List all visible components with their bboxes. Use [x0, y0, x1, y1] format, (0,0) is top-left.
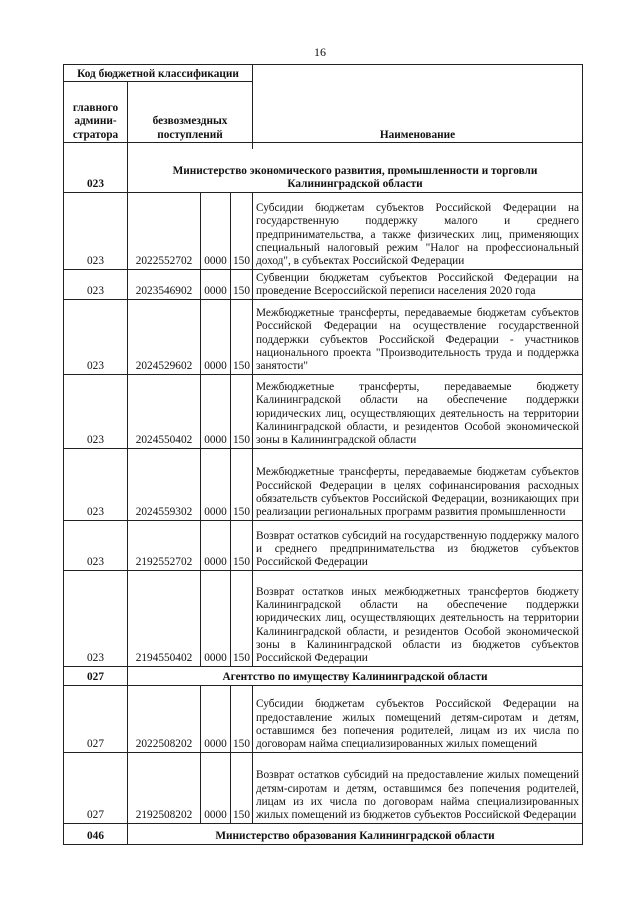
table-row [64, 192, 583, 269]
program-code: 0000 [201, 570, 231, 666]
program-code: 0000 [201, 685, 231, 752]
table-row [64, 269, 583, 299]
table-row [64, 520, 583, 570]
revenue-code: 2194550402 [128, 570, 201, 666]
header-group-label: Код бюджетной классификации [64, 65, 253, 82]
kosgu-code: 150 [231, 520, 253, 570]
item-name: Межбюджетные трансферты, передаваемые бюджетам субъектов Российской Федерации на осуществление государственной поддержки субъектов Российской Федерации - участников национального проекта "Производительность труда и поддержка занятости" [253, 299, 583, 374]
ministry-row [64, 149, 583, 192]
admin-code: 023 [64, 149, 128, 192]
admin-code: 023 [64, 374, 128, 448]
table-row [64, 299, 583, 374]
revenue-code: 2192508202 [128, 752, 201, 823]
budget-classification-table [63, 64, 583, 845]
revenue-code: 2024559302 [128, 448, 201, 520]
kosgu-code: 150 [231, 570, 253, 666]
table-row [64, 374, 583, 448]
page-number: 16 [314, 45, 326, 59]
item-name: Субсидии бюджетам субъектов Российской Федерации на предоставление жилых помещений детям-сиротам и детям, оставшимся без попечения родителей, лицам из их числа по договорам найма специализированных жилых помещений [253, 685, 583, 752]
admin-code: 023 [64, 269, 128, 299]
ministry-name: Агентство по имуществу Калининградской области [128, 666, 583, 685]
kosgu-code: 150 [231, 374, 253, 448]
header-row-top [64, 65, 583, 82]
program-code: 0000 [201, 520, 231, 570]
table-row [64, 570, 583, 666]
table-row [64, 685, 583, 752]
revenue-code: 2022508202 [128, 685, 201, 752]
program-code: 0000 [201, 374, 231, 448]
admin-code: 023 [64, 570, 128, 666]
admin-code: 023 [64, 448, 128, 520]
admin-code: 046 [64, 823, 128, 844]
program-code: 0000 [201, 192, 231, 269]
program-code: 0000 [201, 448, 231, 520]
ministry-row [64, 823, 583, 844]
kosgu-code: 150 [231, 752, 253, 823]
revenue-code: 2192552702 [128, 520, 201, 570]
item-name: Возврат остатков иных межбюджетных трансфертов бюджету Калининградской области на обеспечение поддержки юридических лиц, осуществляющих деятельность на территории Калининградской области, и резидентов Особой экономической зоны в Калининградской области из бюджетов субъектов Российской Федерации [253, 570, 583, 666]
table-row [64, 752, 583, 823]
table-row [64, 448, 583, 520]
kosgu-code: 150 [231, 685, 253, 752]
item-name: Межбюджетные трансферты, передаваемые бюджету Калининградской области на обеспечение поддержки юридических лиц, осуществляющих деятельность на территории Калининградской области, и резидентов Особой экономической зоны в Калининградской области [253, 374, 583, 448]
revenue-code: 2024529602 [128, 299, 201, 374]
admin-code: 027 [64, 752, 128, 823]
kosgu-code: 150 [231, 192, 253, 269]
ministry-name: Министерство образования Калининградской области [128, 823, 583, 844]
kosgu-code: 150 [231, 299, 253, 374]
revenue-code: 2024550402 [128, 374, 201, 448]
revenue-code: 2023546902 [128, 269, 201, 299]
header-name: Наименование [253, 65, 583, 143]
item-name: Межбюджетные трансферты, передаваемые бюджетам субъектов Российской Федерации в целях софинансирования расходных обязательств субъектов Российской Федерации, возникающих при реализации региональных программ развития промышленности [253, 448, 583, 520]
item-name: Субвенции бюджетам субъектов Российской Федерации на проведение Всероссийской переписи населения 2020 года [253, 269, 583, 299]
program-code: 0000 [201, 752, 231, 823]
budget-table-body [64, 65, 583, 845]
admin-code: 027 [64, 685, 128, 752]
admin-code: 023 [64, 520, 128, 570]
item-name: Возврат остатков субсидий на предоставление жилых помещений детям-сиротам и детям, оставшимся без попечения родителей, лицам из их числа по договорам найма специализированных жилых помещений из бюджетов субъектов Российской Федерации [253, 752, 583, 823]
revenue-code: 2022552702 [128, 192, 201, 269]
admin-code: 023 [64, 299, 128, 374]
program-code: 0000 [201, 269, 231, 299]
header-admin: главного админи-стратора [64, 82, 128, 143]
admin-code: 023 [64, 192, 128, 269]
kosgu-code: 150 [231, 269, 253, 299]
program-code: 0000 [201, 299, 231, 374]
ministry-row [64, 666, 583, 685]
kosgu-code: 150 [231, 448, 253, 520]
header-revenue: безвозмездных поступлений [128, 82, 253, 143]
admin-code: 027 [64, 666, 128, 685]
item-name: Субсидии бюджетам субъектов Российской Федерации на государственную поддержку малого и среднего предпринимательства, а также физических лиц, применяющих специальный налоговый режим "Налог на профессиональный доход", в субъектах Российской Федерации [253, 192, 583, 269]
ministry-name: Министерство экономического развития, промышленности и торговли Калининградской области [128, 149, 583, 192]
item-name: Возврат остатков субсидий на государственную поддержку малого и среднего предпринимательства из бюджетов субъектов Российской Федерации [253, 520, 583, 570]
